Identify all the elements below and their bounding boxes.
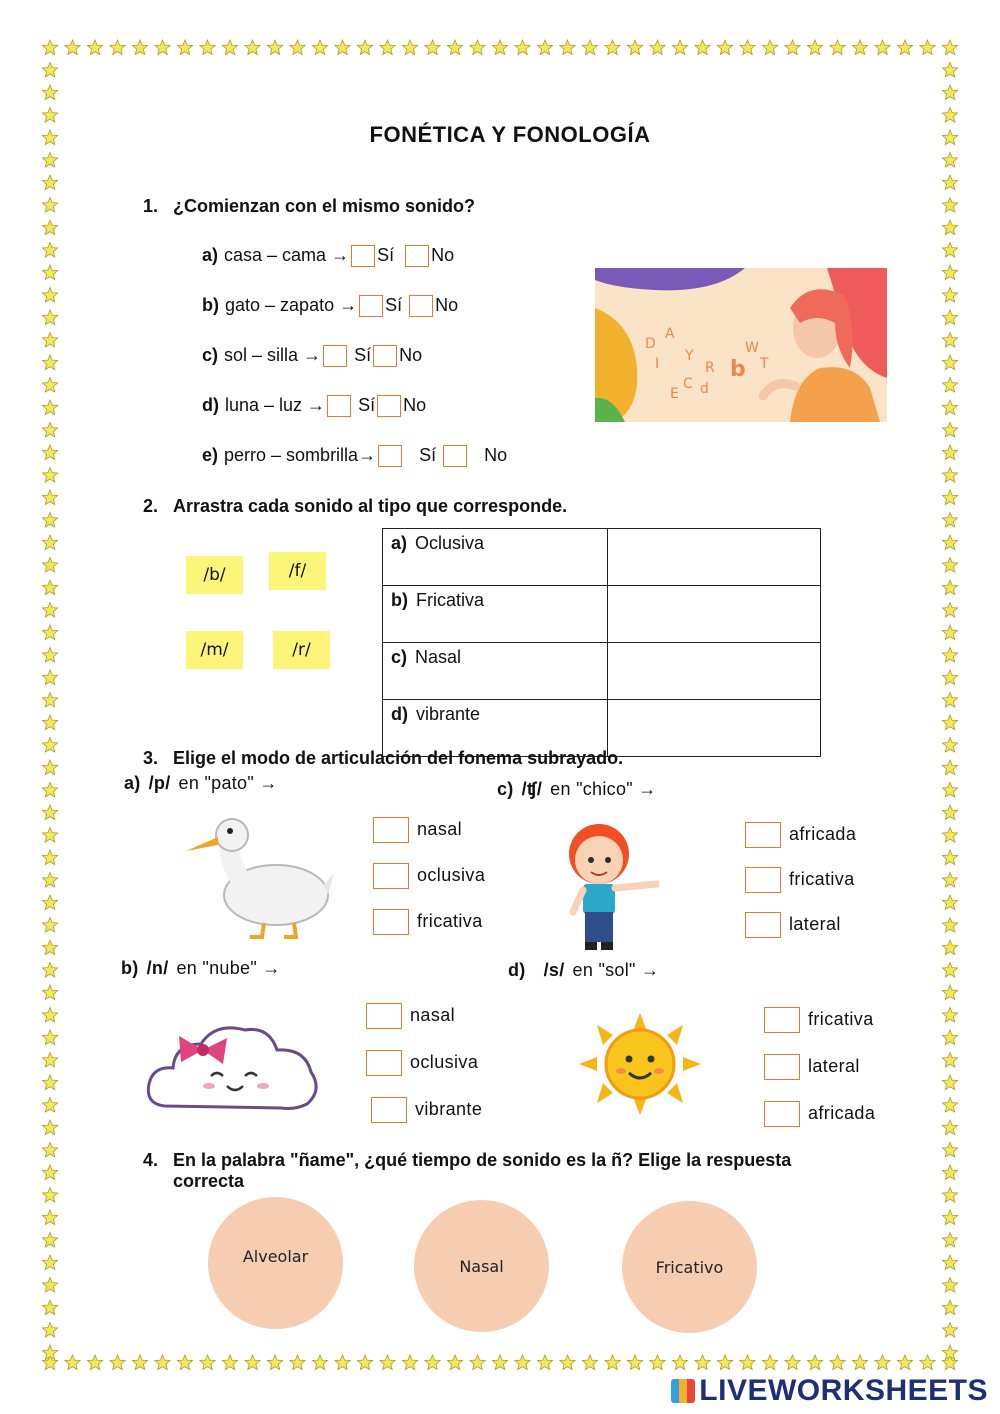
border-star [222,40,237,55]
border-star [650,1355,665,1370]
border-star [312,40,327,55]
border-star [830,40,845,55]
svg-text:W: W [745,340,759,356]
q3-a-option-fricativa: fricativa [371,909,483,935]
q1-item-b: b) gato – zapato → Sí No [202,295,458,317]
border-star [42,580,57,595]
border-star [132,40,147,55]
border-star [447,40,462,55]
border-star [177,1355,192,1370]
border-star [942,1300,957,1315]
q3-c-checkbox[interactable] [745,822,781,848]
border-star [582,40,597,55]
border-star [942,220,957,235]
q3-d-option-lateral: lateral [762,1054,860,1080]
border-star [42,153,57,168]
border-star [200,40,215,55]
phoneme: /p/ [148,773,171,793]
q1-item-text: casa – cama → [224,245,350,265]
border-star [942,1098,957,1113]
border-star [942,1008,957,1023]
svg-text:I: I [655,356,660,372]
border-star [942,40,957,55]
border-star [42,1300,57,1315]
border-star [42,490,57,505]
border-star [110,40,125,55]
q1-yes-checkbox[interactable] [359,295,383,317]
border-star [717,40,732,55]
border-star [267,1355,282,1370]
q3-d-option-africada: africada [762,1101,875,1127]
drop-zone-nasal[interactable] [608,643,821,700]
border-star [42,985,57,1000]
border-star [245,1355,260,1370]
svg-text:d: d [700,381,709,397]
border-star [42,85,57,100]
q3-a-option-oclusiva: oclusiva [371,863,485,889]
q2-number: 2. [143,496,159,516]
border-star [942,265,957,280]
svg-text:Y: Y [685,348,694,364]
border-star [42,558,57,573]
border-star [42,513,57,528]
border-star [267,40,282,55]
q3-d-option-fricativa: fricativa [762,1007,874,1033]
q3-a-checkbox[interactable] [373,863,409,889]
border-star [42,378,57,393]
border-star [942,153,957,168]
answer-choice-alveolar[interactable]: Alveolar [208,1197,343,1329]
border-star [807,40,822,55]
q3-part-d-heading: d) /s/ en "sol" → [508,960,660,980]
border-star [942,940,957,955]
q3-heading [143,748,623,769]
border-star [695,40,710,55]
border-star [132,1355,147,1370]
border-star [942,985,957,1000]
q3-d-checkbox[interactable] [764,1054,800,1080]
border-star [42,1053,57,1068]
cloud-icon [145,1020,321,1112]
q1-no-checkbox[interactable] [409,295,433,317]
border-star [290,1355,305,1370]
border-star [42,108,57,123]
border-star [42,535,57,550]
border-star [942,1255,957,1270]
border-star [335,40,350,55]
q4-prompt: En la palabra "ñame", ¿qué tiempo de sonido es la ñ? Elige la respuesta [173,1150,792,1170]
q2-prompt: Arrastra cada sonido al tipo que corresponde. [173,496,568,516]
border-star [627,40,642,55]
border-star [357,40,372,55]
border-star [380,40,395,55]
border-star [942,850,957,865]
border-star [942,828,957,843]
border-star [560,40,575,55]
border-star [87,40,102,55]
border-star [605,40,620,55]
q1-no-checkbox[interactable] [373,345,397,367]
page-title: FONÉTICA Y FONOLOGÍA [369,122,651,147]
row-label: vibrante [416,704,481,724]
q3-part-c-heading: c) /ʧ/ en "chico" → [497,779,657,799]
border-star [942,1165,957,1180]
q1-yes-checkbox[interactable] [378,445,402,467]
border-star [560,1355,575,1370]
border-star [42,265,57,280]
border-star [942,805,957,820]
q4-heading [143,1150,903,1192]
q1-item-text: gato – zapato → [225,295,358,315]
border-star [942,1278,957,1293]
border-star [740,40,755,55]
border-star [470,40,485,55]
drop-zone-fricativa[interactable] [608,586,821,643]
classification-table [382,528,821,757]
border-star [425,1355,440,1370]
q3-a-checkbox[interactable] [373,817,409,843]
sun-icon [579,1013,701,1115]
border-star [942,243,957,258]
border-star [942,535,957,550]
border-star [42,850,57,865]
q3-c-option-lateral: lateral [743,912,841,938]
border-star [42,648,57,663]
border-star [942,648,957,663]
border-star [942,873,957,888]
q4-number: 4. [143,1150,159,1170]
q3-number: 3. [143,748,159,768]
border-star [42,1188,57,1203]
border-star [42,1008,57,1023]
duck-icon [184,815,334,941]
border-star [42,1278,57,1293]
svg-text:R: R [705,360,715,376]
border-star [942,670,957,685]
q3-c-checkbox[interactable] [745,867,781,893]
q1-item-e: e) perro – sombrilla→ Sí No [202,445,507,467]
phoneme: /n/ [146,958,169,978]
border-star [42,670,57,685]
q1-heading [143,196,475,217]
border-star [42,1143,57,1158]
q3-c-option-fricativa: fricativa [743,867,855,893]
border-star [380,1355,395,1370]
q3-b-option-vibrante: vibrante [369,1097,482,1123]
border-star [42,1030,57,1045]
svg-text:A: A [665,326,675,342]
q3-a-checkbox[interactable] [373,909,409,935]
border-star [42,1098,57,1113]
border-star [942,1210,957,1225]
liveworksheets-logo-icon [671,1379,695,1403]
border-star [942,513,957,528]
border-star [402,40,417,55]
q3-part-b-heading: b) /n/ en "nube" → [121,958,281,978]
border-star [42,1233,57,1248]
border-star [42,828,57,843]
border-star [942,400,957,415]
border-star [402,1355,417,1370]
border-star [42,895,57,910]
border-star [875,1355,890,1370]
border-star [942,558,957,573]
border-star [942,108,957,123]
border-star [42,918,57,933]
border-star [942,738,957,753]
border-star [942,603,957,618]
q3-d-checkbox[interactable] [764,1101,800,1127]
border-star [222,1355,237,1370]
border-star [942,175,957,190]
border-star [42,400,57,415]
border-star [942,580,957,595]
border-star [42,760,57,775]
border-star [87,1355,102,1370]
border-star [897,40,912,55]
border-star [42,940,57,955]
q1-no-checkbox[interactable] [443,445,467,467]
q4-prompt-cont: correcta [173,1171,245,1191]
border-star [852,1355,867,1370]
border-star [155,1355,170,1370]
border-star [155,40,170,55]
svg-text:T: T [760,356,769,372]
border-star [42,603,57,618]
border-star [42,1120,57,1135]
drop-zone-oclusiva[interactable] [608,529,821,586]
border-star [42,40,57,55]
q1-prompt: ¿Comienzan con el mismo sonido? [173,196,476,216]
border-star [942,378,957,393]
border-star [672,1355,687,1370]
table-row: c) Nasal [383,643,821,700]
border-star [942,1030,957,1045]
border-star [42,1165,57,1180]
border-star [42,1323,57,1338]
q1-item-c: c) sol – silla → Sí No [202,345,422,367]
answer-choice-fricativo[interactable]: Fricativo [622,1201,757,1333]
q3-b-checkbox[interactable] [366,1050,402,1076]
woman-speaking-letters-icon [595,268,887,422]
border-star [42,1210,57,1225]
sound-tile-b[interactable]: /b/ [186,556,243,594]
border-star [942,625,957,640]
border-star [942,198,957,213]
border-star [312,1355,327,1370]
border-star [42,783,57,798]
border-star [627,1355,642,1370]
q1-item-text: luna – luz → [225,395,326,415]
border-star [177,40,192,55]
border-star [942,1188,957,1203]
border-star [42,738,57,753]
border-star [42,873,57,888]
border-star [605,1355,620,1370]
row-label: Fricativa [416,590,485,610]
border-star [537,1355,552,1370]
border-star [942,490,957,505]
border-star [942,288,957,303]
q1-item-d: d) luna – luz → Sí No [202,395,426,417]
border-star [200,1355,215,1370]
q1-no-checkbox[interactable] [405,245,429,267]
phoneme: /ʧ/ [521,779,543,799]
q3-b-checkbox[interactable] [366,1003,402,1029]
border-star [42,63,57,78]
border-star [762,40,777,55]
border-star [942,1143,957,1158]
border-star [42,175,57,190]
liveworksheets-logo: LIVEWORKSHEETS [671,1374,988,1408]
border-star [425,40,440,55]
border-star [42,805,57,820]
border-star [942,1075,957,1090]
border-star [470,1355,485,1370]
q1-yes-checkbox[interactable] [327,395,351,417]
row-label: Oclusiva [415,533,485,553]
svg-text:b: b [730,357,746,382]
border-star [42,963,57,978]
border-star [942,783,957,798]
q1-no-checkbox[interactable] [377,395,401,417]
q3-a-option-nasal: nasal [371,817,462,843]
border-star [42,1255,57,1270]
border-star [717,1355,732,1370]
border-star [42,288,57,303]
drop-zone-vibrante[interactable] [608,700,821,757]
border-star [875,40,890,55]
border-star [492,1355,507,1370]
border-star [42,693,57,708]
border-star [515,40,530,55]
q1-item-text: sol – silla → [224,345,322,365]
border-star [942,1233,957,1248]
border-star [942,355,957,370]
boy-icon [553,818,659,954]
border-star [492,40,507,55]
border-star [42,243,57,258]
border-star [65,40,80,55]
svg-text:E: E [670,386,679,402]
q1-yes-checkbox[interactable] [323,345,347,367]
border-star [695,1355,710,1370]
border-star [942,693,957,708]
q3-part-a-heading: a) /p/ en "pato" → [124,773,278,793]
border-star [245,40,260,55]
q2-heading [143,496,567,517]
answer-choice-nasal[interactable]: Nasal [414,1200,549,1332]
border-star [942,1323,957,1338]
border-star [942,468,957,483]
border-star [942,895,957,910]
border-star [807,1355,822,1370]
border-star [42,1355,57,1370]
border-star [357,1355,372,1370]
border-star [920,40,935,55]
border-star [920,1355,935,1370]
border-star [672,40,687,55]
q1-item-text: perro – sombrilla→ [224,445,377,465]
border-star [42,423,57,438]
border-star [942,85,957,100]
border-star [785,40,800,55]
border-star [942,715,957,730]
border-star [515,1355,530,1370]
q3-prompt: Elige el modo de articulación del fonema subrayado. [173,748,624,768]
border-star [42,220,57,235]
border-star [537,40,552,55]
border-star [785,1355,800,1370]
q3-d-checkbox[interactable] [764,1007,800,1033]
svg-text:C: C [683,376,693,392]
border-star [42,715,57,730]
border-star [42,333,57,348]
border-star [42,625,57,640]
border-star [942,333,957,348]
q3-b-checkbox[interactable] [371,1097,407,1123]
q1-number: 1. [143,196,159,216]
q3-b-option-oclusiva: oclusiva [364,1050,478,1076]
border-star [942,1053,957,1068]
row-label: Nasal [415,647,462,667]
border-star [42,355,57,370]
border-star [110,1355,125,1370]
border-star [42,310,57,325]
border-star [582,1355,597,1370]
q3-c-checkbox[interactable] [745,912,781,938]
q1-yes-checkbox[interactable] [351,245,375,267]
sound-tile-m[interactable]: /m/ [186,631,243,669]
sound-tile-f[interactable]: /f/ [269,552,326,590]
border-star [897,1355,912,1370]
border-star [290,40,305,55]
border-star [447,1355,462,1370]
svg-text:D: D [645,336,656,352]
border-star [942,63,957,78]
border-star [942,918,957,933]
q3-b-option-nasal: nasal [364,1003,455,1029]
border-star [65,1355,80,1370]
border-star [650,40,665,55]
phoneme: /s/ [543,960,565,980]
table-row: d) vibrante [383,700,821,757]
border-star [942,423,957,438]
border-star [740,1355,755,1370]
border-star [42,198,57,213]
border-star [942,310,957,325]
border-star [42,445,57,460]
table-row: b) Fricativa [383,586,821,643]
border-star [852,40,867,55]
table-row: a) Oclusiva [383,529,821,586]
border-star [335,1355,350,1370]
border-star [942,1355,957,1370]
sound-tile-r[interactable]: /r/ [273,631,330,669]
border-star [942,1120,957,1135]
q3-c-option-africada: africada [743,822,856,848]
border-star [830,1355,845,1370]
border-star [942,963,957,978]
border-star [42,468,57,483]
q1-item-a: a) casa – cama → Sí No [202,245,454,267]
border-star [942,760,957,775]
border-star [942,445,957,460]
border-star [42,1075,57,1090]
border-star [762,1355,777,1370]
